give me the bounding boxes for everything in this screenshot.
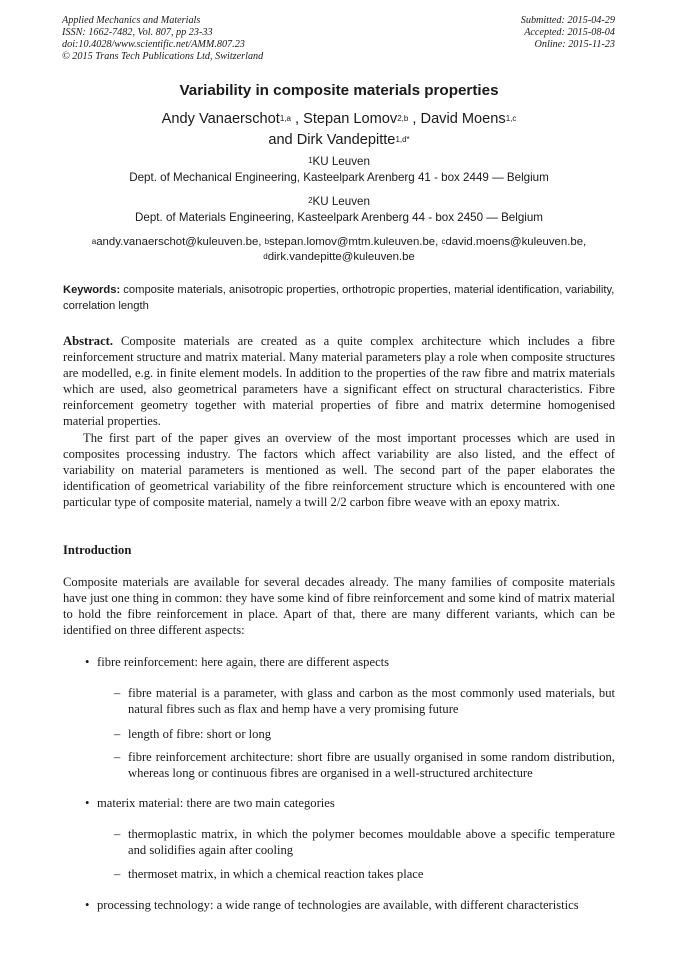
list-item [85,795,615,811]
journal-name: Applied Mechanics and Materials [62,15,201,26]
email-link[interactable]: dirk.vandepitte@kuleuven.be [267,251,415,263]
author-name: David Moens [420,111,506,127]
dash-mark: – [114,827,121,841]
author-list [0,109,678,151]
intro-text: Composite materials are available for several decades already. The many families of composite materials have just one thing in common: they have some kind of fibre reinforcement and some kind of matrix material to hold the fibre reinforcement in place. Apart of that, there are many different variants, which can be identified on three different aspects: [63,575,615,638]
author-sup: 1,d* [395,135,410,144]
sub-list-item [114,866,615,882]
affiliation-dept: Dept. of Materials Engineering, Kasteelpark Arenberg 44 - box 2450 — Belgium [135,210,543,224]
dash-mark: – [114,727,121,741]
keywords-text: composite materials, anisotropic properties, orthotropic properties, material identification, variability, correlation length [63,284,615,312]
email-sup: d [263,252,268,261]
abstract-paragraph: The first part of the paper gives an overview of the most important processes which are used in composites processing industry. The factors which affect variability are also listed, and the effect of variability on material parameters is mentioned as well. The second part of the paper elaborates the identification of geometrical variability of the fibre reinforcement structure which is encountered with one particular type of composite material, namely a twill 2/2 carbon fibre weave with an epoxy matrix. [63,430,615,509]
affiliation-sup: 1 [308,156,313,165]
bullet-mark: • [85,898,90,912]
email-list [50,235,628,265]
intro-paragraph [63,574,615,638]
affiliation-name: KU Leuven [312,155,370,168]
author-name: Andy Vanaerschot [161,111,280,127]
email-sup: a [91,237,97,246]
online-date: Online: 2015-11-23 [534,39,615,50]
affiliation-dept: Dept. of Mechanical Engineering, Kasteelpark Arenberg 41 - box 2449 — Belgium [129,170,549,184]
abstract-label: Abstract. [63,334,114,348]
bullet-mark: • [85,655,90,669]
list-item-text: processing technology: a wide range of technologies are available, with different characteristics [97,898,579,912]
dates-info [521,15,615,51]
affiliation-1 [0,154,678,185]
email-link[interactable]: david.moens@kuleuven.be, [445,236,587,248]
dash-mark: – [114,686,121,700]
submitted-date: Submitted: 2015-04-29 [520,15,615,26]
author-separator: , [290,111,304,127]
copyright: © 2015 Trans Tech Publications Ltd, Switzerland [62,51,264,62]
sub-list-item [114,749,615,781]
list-item-text: fibre reinforcement: here again, there are different aspects [97,655,390,669]
email-link[interactable]: stepan.lomov@mtm.kuleuven.be, [269,236,442,248]
paper-title: Variability in composite materials properties [179,82,499,99]
keywords [63,283,615,314]
issn: ISSN: 1662-7482, Vol. 807, pp 23-33 [62,27,213,38]
abstract [63,333,615,510]
affiliation-sup: 2 [308,196,313,205]
journal-info [62,15,263,63]
sub-list-item [114,685,615,717]
list-item-text: materix material: there are two main categories [97,796,335,810]
sub-list-item-text: fibre reinforcement architecture: short fibre are usually organised in some random distribution, whereas long or continuous fibres are organised in a well-structured architecture [128,750,615,781]
doi: doi:10.4028/www.scientific.net/AMM.807.23 [62,39,245,50]
affiliation-2 [0,194,678,225]
email-sup: c [441,237,446,246]
dash-mark: – [114,750,121,764]
accepted-date: Accepted: 2015-08-04 [524,27,615,38]
sub-list-item [114,826,615,858]
bullet-mark: • [85,796,90,810]
author-sup: 2,b [397,114,409,123]
author-name: Stepan Lomov [303,111,398,127]
sub-list-item-text: length of fibre: short or long [128,727,272,741]
author-sup: 1,c [505,114,517,123]
section-heading-introduction: Introduction [63,543,132,557]
affiliation-name: KU Leuven [312,195,370,208]
list-item [85,897,615,913]
list-item [85,654,615,670]
sub-list-item-text: thermoplastic matrix, in which the polymer becomes mouldable above a specific temperature and solidifies again after cooling [128,827,615,858]
keywords-label: Keywords: [63,284,121,296]
abstract-paragraph: Composite materials are created as a quite complex architecture which includes a fibre reinforcement structure and matrix material. Many material parameters play a role when composite structures are modelled, e.g. in finite element models. In addition to the properties of the raw fibre and matrix materials which are used, also geometrical parameters have a significant effect on structural characteristics. Fibre reinforcement geometry together with material properties of fibre and matrix determine homogenised material properties. [63,334,615,429]
sub-list-item-text: fibre material is a parameter, with glass and carbon as the most commonly used materials, but natural fibres such as flax and hemp have a very promising future [128,686,615,717]
author-separator: , [408,111,421,127]
email-link[interactable]: andy.vanaerschot@kuleuven.be, [96,236,265,248]
author-name: Dirk Vandepitte [296,132,396,148]
author-sup: 1,a [279,114,291,123]
sub-list-item-text: thermoset matrix, in which a chemical reaction takes place [128,867,424,881]
author-conjunction: and [268,132,297,148]
email-sup: b [264,237,270,246]
sub-list-item [114,726,615,742]
dash-mark: – [114,867,121,881]
